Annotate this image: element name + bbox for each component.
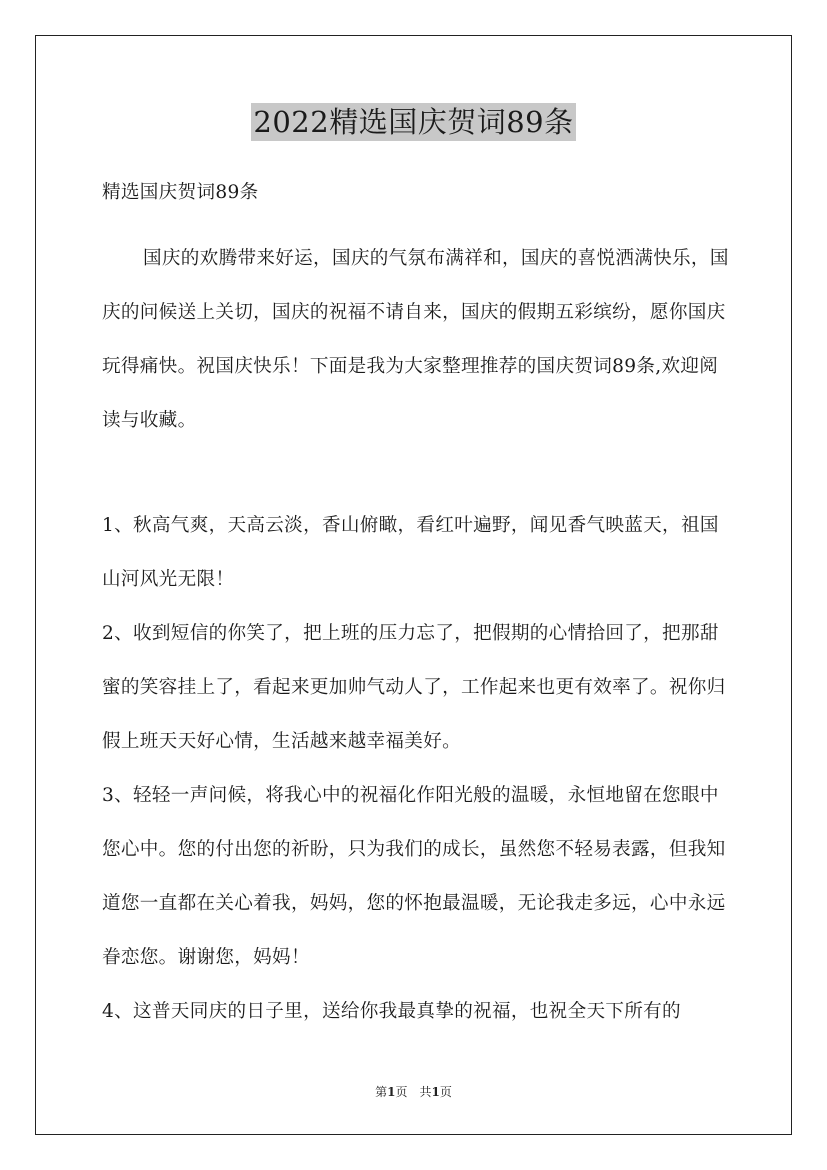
greetings-list [102, 499, 732, 1039]
document-title: 2022精选国庆贺词89条 [253, 105, 574, 139]
intro-paragraph: 国庆的欢腾带来好运，国庆的气氛布满祥和，国庆的喜悦洒满快乐，国庆的问候送上关切，国庆的祝福不请自来，国庆的假期五彩缤纷，愿你国庆玩得痛快。祝国庆快乐！下面是我为大家整理推荐的国庆贺词89条,欢迎阅读与收藏。 [102, 248, 729, 431]
footer-page-number: 1 [387, 1085, 396, 1099]
page-footer [0, 1083, 827, 1101]
footer-page-prefix: 第 [375, 1085, 388, 1099]
footer-total-pages: 1 [431, 1085, 440, 1099]
document-subtitle: 精选国庆贺词89条 [102, 182, 259, 203]
list-item: 2、收到短信的你笑了，把上班的压力忘了，把假期的心情拾回了，把那甜蜜的笑容挂上了，看起来更加帅气动人了，工作起来也更有效率了。祝你归假上班天天好心情，生活越来越幸福美好。 [102, 623, 726, 752]
list-item: 3、轻轻一声问候，将我心中的祝福化作阳光般的温暖，永恒地留在您眼中您心中。您的付出您的祈盼，只为我们的成长，虽然您不轻易表露，但我知道您一直都在关心着我，妈妈，您的怀抱最温暖，无论我走多远，心中永远眷恋您。谢谢您，妈妈！ [102, 785, 726, 968]
footer-page-suffix: 页 共 [395, 1085, 432, 1099]
list-item: 1、秋高气爽，天高云淡，香山俯瞰，看红叶遍野，闻见香气映蓝天，祖国山河风光无限！ [102, 515, 719, 590]
list-item: 4、这普天同庆的日子里，送给你我最真挚的祝福，也祝全天下所有的 [102, 1001, 681, 1022]
document-title-container [0, 103, 827, 141]
footer-total-suffix: 页 [439, 1085, 452, 1099]
